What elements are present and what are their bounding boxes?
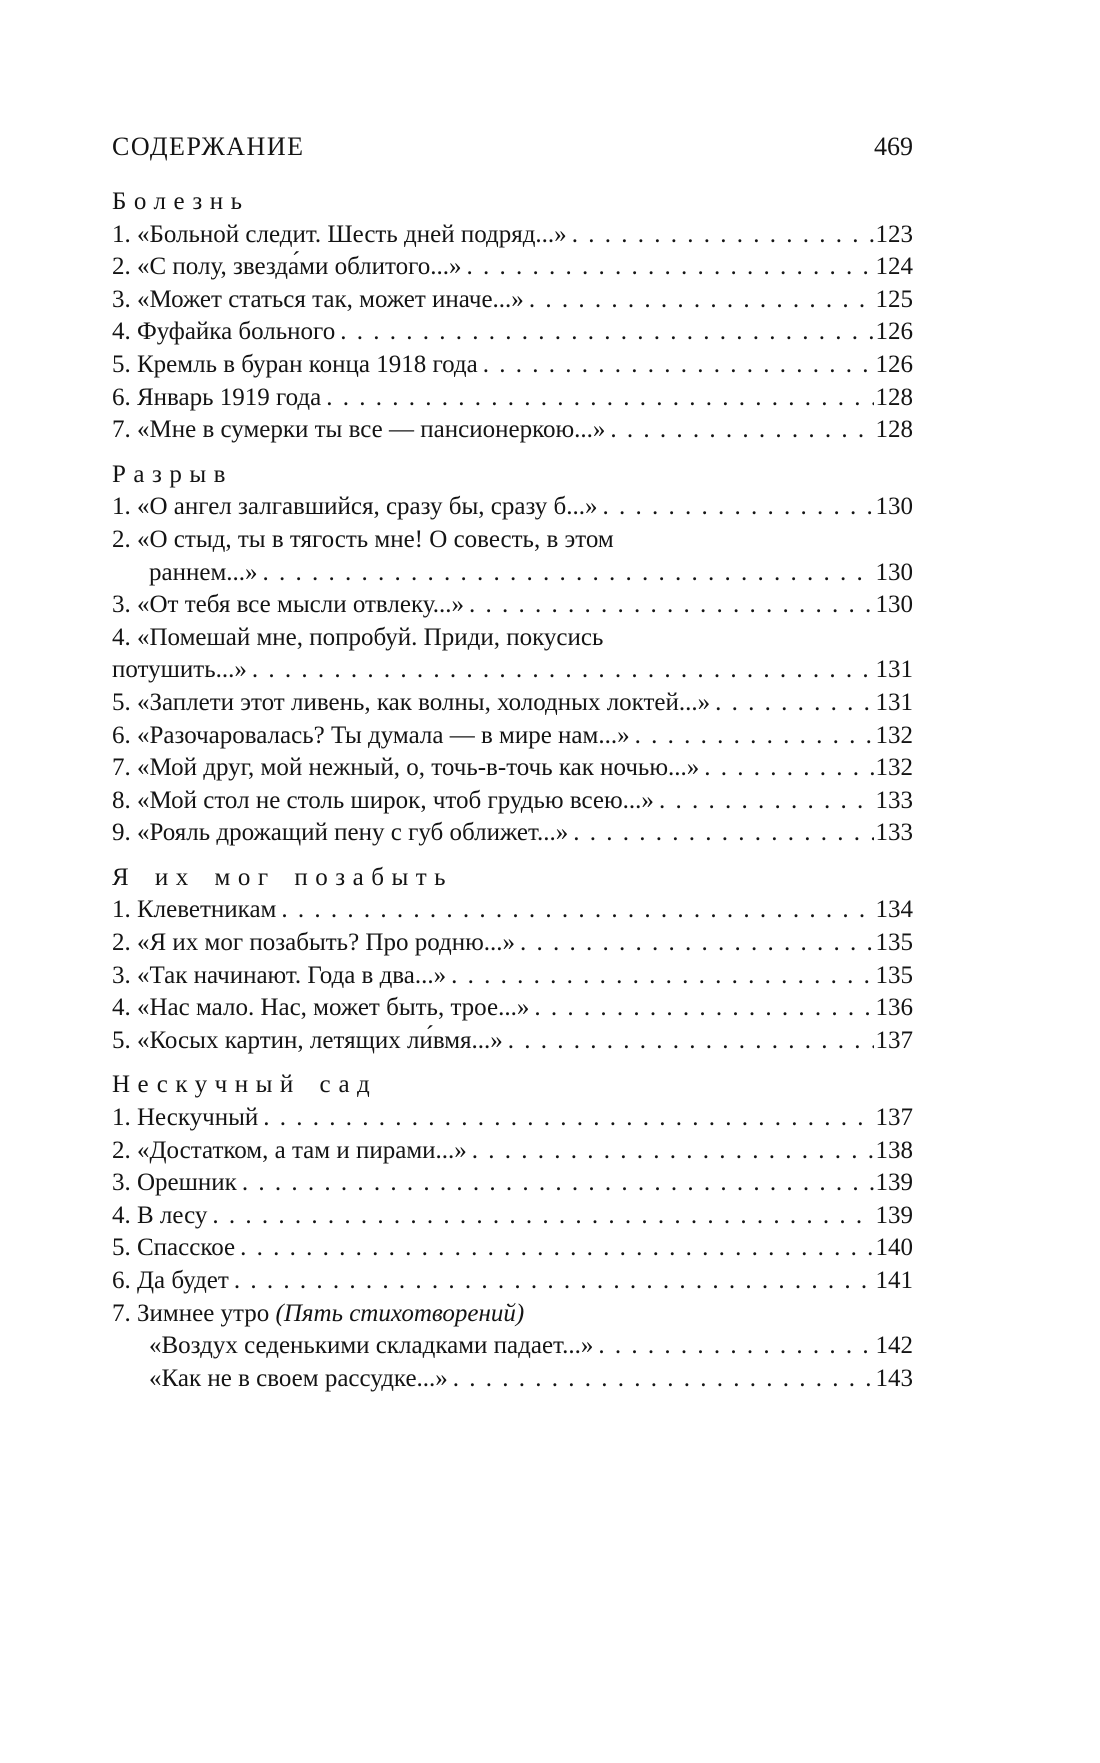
toc-entry-text: «Воздух седенькими складками падает...» — [149, 1332, 594, 1360]
toc-entry-page: 128 — [875, 416, 913, 444]
toc-section — [112, 1069, 913, 1395]
toc-entry-page: 126 — [875, 350, 913, 378]
toc-entry-page: 130 — [875, 493, 913, 521]
toc-entry — [112, 382, 913, 415]
toc-entry-text: 2. «Достатком, а там и пирами...» — [112, 1136, 467, 1164]
toc-entry-page: 133 — [875, 786, 913, 814]
toc-entry-page: 124 — [875, 253, 913, 281]
toc-page — [112, 130, 913, 1395]
dot-leader — [451, 960, 873, 993]
toc-entry-text: 1. «О ангел залгавшийся, сразу бы, сразу б...» — [112, 493, 598, 521]
dot-leader — [240, 1232, 873, 1265]
toc-entry-page: 142 — [875, 1332, 913, 1360]
toc-entry — [112, 589, 913, 622]
toc-entry-page: 133 — [875, 819, 913, 847]
toc-entry-page: 130 — [875, 591, 913, 619]
section-title: Разрыв — [112, 460, 233, 488]
page-header — [112, 130, 913, 163]
toc-entry — [112, 251, 913, 284]
toc-entry-page: 141 — [875, 1267, 913, 1294]
toc-entry — [112, 349, 913, 382]
dot-leader — [508, 1025, 874, 1058]
toc-entry — [112, 1265, 913, 1298]
section-title: Я их мог позабыть — [112, 863, 454, 891]
toc-entry-page: 135 — [875, 961, 913, 989]
toc-entry-text: 6. Январь 1919 года — [112, 383, 322, 411]
toc-entry-text: 5. «Косых картин, летящих ли́вмя...» — [112, 1026, 503, 1054]
toc-entry — [112, 1298, 913, 1331]
toc-entry — [112, 1200, 913, 1233]
toc-entry-page: 132 — [875, 721, 913, 749]
toc-entry-page: 140 — [875, 1234, 913, 1262]
dot-leader — [715, 687, 873, 720]
toc-entry-text: 5. Спасское — [112, 1234, 236, 1262]
toc-entry — [112, 1102, 913, 1135]
section-title: Болезнь — [112, 188, 250, 215]
toc-entry-page: 132 — [875, 754, 913, 782]
toc-entry-text: 4. «Нас мало. Нас, может быть, трое...» — [112, 994, 530, 1022]
toc-entry-subtitle-italic: (Пять стихотворений) — [275, 1299, 525, 1327]
toc-entry-text: 5. «Заплети этот ливень, как волны, холодных локтей...» — [112, 688, 711, 716]
dot-leader — [472, 1135, 874, 1168]
toc-entry-page: 136 — [875, 994, 913, 1022]
toc-entry — [112, 1330, 913, 1363]
toc-entry-text: 1. Нескучный — [112, 1104, 259, 1132]
toc-entry — [112, 687, 913, 720]
dot-leader — [340, 316, 873, 349]
toc-entry-text: 1. Клеветникам — [112, 896, 277, 924]
toc-entry-page: 139 — [875, 1201, 913, 1229]
toc-entry-page: 134 — [875, 896, 913, 924]
toc-entry — [112, 894, 913, 927]
toc-entry-text: 8. «Мой стол не столь широк, чтоб грудью всею...» — [112, 786, 654, 814]
toc-entry-text: потушить...» — [112, 656, 247, 684]
toc-entry — [112, 960, 913, 993]
dot-leader — [572, 219, 874, 252]
dot-leader — [281, 894, 873, 927]
toc-entry-page: 131 — [875, 656, 913, 684]
toc-entry-text: 3. Орешник — [112, 1169, 237, 1197]
dot-leader — [635, 720, 874, 753]
toc-entry — [112, 1167, 913, 1200]
dot-leader — [573, 817, 873, 850]
dot-leader — [252, 654, 874, 687]
toc-entry — [112, 219, 913, 252]
toc-entry-text: 4. В лесу — [112, 1201, 208, 1229]
dot-leader — [520, 927, 873, 960]
dot-leader — [603, 491, 874, 524]
toc-entry-page: 143 — [875, 1364, 913, 1392]
toc-entry-page: 130 — [875, 558, 913, 586]
dot-leader — [483, 349, 874, 382]
toc-entry-page: 131 — [875, 688, 913, 716]
dot-leader — [534, 992, 873, 1025]
toc-entry-page: 138 — [875, 1136, 913, 1164]
dot-leader — [704, 752, 873, 785]
dot-leader — [469, 589, 873, 622]
dot-leader — [263, 1102, 873, 1135]
dot-leader — [234, 1265, 874, 1298]
toc-entry-page: 137 — [875, 1104, 913, 1132]
toc-entry — [112, 414, 913, 447]
toc-entry — [112, 654, 913, 687]
toc-entry — [112, 557, 913, 590]
toc-entry-text: 2. «С полу, звезда́ми облитого...» — [112, 253, 462, 281]
toc-entry-text: 4. Фуфайка больного — [112, 318, 336, 346]
toc-entry — [112, 1135, 913, 1168]
toc-entry-text: 2. «О стыд, ты в тягость мне! О совесть, в этом — [112, 525, 614, 553]
toc-entry — [112, 720, 913, 753]
toc-entry-text: 9. «Рояль дрожащий пену с губ оближет...» — [112, 819, 569, 847]
toc-entry — [112, 752, 913, 785]
toc-entry-page: 139 — [875, 1169, 913, 1197]
dot-leader — [453, 1363, 874, 1396]
toc-section — [112, 459, 913, 850]
toc-entry-text: 6. Да будет — [112, 1267, 229, 1294]
toc-entry — [112, 1363, 913, 1396]
toc-entry — [112, 1232, 913, 1265]
toc-entry-page: 135 — [875, 929, 913, 957]
toc-entry-text: 2. «Я их мог позабыть? Про родню...» — [112, 929, 516, 957]
toc-entry-text: 5. Кремль в буран конца 1918 года — [112, 350, 478, 378]
dot-leader — [529, 284, 874, 317]
dot-leader — [263, 557, 874, 590]
toc-entry — [112, 817, 913, 850]
toc-entry-page: 126 — [875, 318, 913, 346]
toc-entry — [112, 316, 913, 349]
toc-entry-text: 6. «Разочаровалась? Ты думала — в мире нам...» — [112, 721, 630, 749]
toc-entry-text: 7. «Мой друг, мой нежный, о, точь-в-точь как ночью...» — [112, 754, 700, 782]
toc-entry-text: 7. Зимнее утро (Пять стихотворений) — [112, 1299, 525, 1327]
section-title: Нескучный сад — [112, 1071, 378, 1099]
toc-section — [112, 186, 913, 447]
toc-section — [112, 862, 913, 1058]
toc-entry-text: 3. «Может статься так, может иначе...» — [112, 285, 524, 313]
toc-sections — [112, 186, 913, 1395]
toc-entry — [112, 491, 913, 524]
page-number: 469 — [874, 132, 913, 161]
dot-leader — [467, 251, 874, 284]
dot-leader — [659, 785, 874, 818]
toc-entry-page: 128 — [875, 383, 913, 411]
dot-leader — [212, 1200, 873, 1233]
toc-entry-text: «Как не в своем рассудке...» — [149, 1364, 448, 1392]
toc-entry — [112, 622, 913, 655]
page-title: СОДЕРЖАНИЕ — [112, 132, 305, 161]
toc-entry — [112, 1025, 913, 1058]
toc-entry — [112, 284, 913, 317]
dot-leader — [598, 1330, 873, 1363]
toc-entry-text: 3. «От тебя все мысли отвлеку...» — [112, 591, 465, 619]
dot-leader — [610, 414, 873, 447]
toc-entry-text: раннем...» — [149, 558, 258, 586]
toc-entry-page: 125 — [875, 285, 913, 313]
toc-entry-text: 4. «Помешай мне, попробуй. Приди, покусись — [112, 623, 604, 651]
toc-entry — [112, 927, 913, 960]
toc-entry — [112, 524, 913, 557]
toc-entry — [112, 992, 913, 1025]
toc-entry-text: 7. «Мне в сумерки ты все — пансионеркою...» — [112, 416, 606, 444]
toc-entry-page: 137 — [875, 1026, 913, 1054]
toc-entry-text: 1. «Больной следит. Шесть дней подряд...» — [112, 220, 567, 248]
dot-leader — [242, 1167, 874, 1200]
toc-entry-page: 123 — [875, 220, 913, 248]
dot-leader — [326, 382, 873, 415]
toc-entry-text: 3. «Так начинают. Года в два...» — [112, 961, 447, 989]
toc-entry — [112, 785, 913, 818]
